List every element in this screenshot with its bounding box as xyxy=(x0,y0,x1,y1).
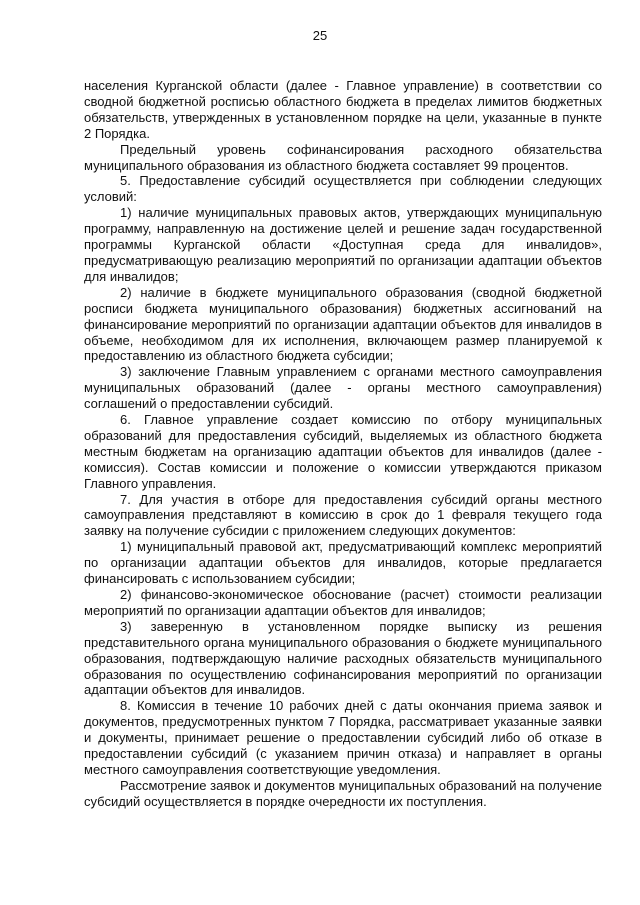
paragraph: 3) заключение Главным управлением с органами местного самоуправления муниципальных образований (далее - органы местного самоуправления) соглашений о предоставлении субсидий. xyxy=(84,364,602,412)
paragraph: 8. Комиссия в течение 10 рабочих дней с даты окончания приема заявок и документов, предусмотренных пунктом 7 Порядка, рассматривает указанные заявки и документы, принимает решение о предоставлении субсидий либо об отказе в предоставлении субсидий (с указанием причин отказа) и направляет в органы местного самоуправления соответствующие уведомления. xyxy=(84,698,602,777)
paragraph: 3) заверенную в установленном порядке выписку из решения представительного органа муниципального образования о бюджете муниципального образования, подтверждающую наличие расходных обязательств муниципального образования по осуществлению софинансирования мероприятий по организации адаптации объектов для инвалидов. xyxy=(84,618,602,698)
paragraph: 5. Предоставление субсидий осуществляется при соблюдении следующих условий: xyxy=(84,173,602,205)
paragraph: Рассмотрение заявок и документов муниципальных образований на получение субсидий осуществляется в порядке очередности их поступления. xyxy=(84,777,602,809)
paragraph: Предельный уровень софинансирования расходного обязательства муниципального образования из областного бюджета составляет 99 процентов. xyxy=(84,141,602,173)
paragraph: 2) наличие в бюджете муниципального образования (сводной бюджетной росписи бюджета муниципального образования) бюджетных ассигнований на финансирование мероприятий по организации адаптации объектов для инвалидов в объеме, необходимом для их исполнения, включающем размер планируемой к предоставлению из областного бюджета субсидии; xyxy=(84,284,602,364)
paragraph: 1) наличие муниципальных правовых актов, утверждающих муниципальную программу, направленную на достижение целей и решение задач государственной программы Курганской области «Доступная среда для инвалидов», предусматривающую реализацию мероприятий по организации адаптации объектов для инвалидов; xyxy=(84,205,602,284)
page-number: 25 xyxy=(312,28,328,43)
paragraph: 7. Для участия в отборе для предоставления субсидий органы местного самоуправления представляют в комиссию в срок до 1 февраля текущего года заявку на получение субсидии с приложением следующих документов: xyxy=(84,491,602,539)
paragraph: 1) муниципальный правовой акт, предусматривающий комплекс мероприятий по организации адаптации объектов для инвалидов, которые предлагается финансировать с использованием субсидии; xyxy=(84,539,602,587)
paragraph: 2) финансово-экономическое обоснование (расчет) стоимости реализации мероприятий по организации адаптации объектов для инвалидов; xyxy=(84,587,602,618)
paragraph: населения Курганской области (далее - Главное управление) в соответствии со сводной бюджетной росписью областного бюджета в пределах лимитов бюджетных обязательств, утвержденных в установленном порядке на цели, указанные в пункте 2 Порядка. xyxy=(84,78,602,141)
paragraph: 6. Главное управление создает комиссию по отбору муниципальных образований для предоставления субсидий, выделяемых из областного бюджета местным бюджетам на организацию адаптации объектов для инвалидов (далее - комиссия). Состав комиссии и положение о комиссии утверждаются приказом Главного управления. xyxy=(84,412,602,491)
body-text xyxy=(84,78,602,810)
